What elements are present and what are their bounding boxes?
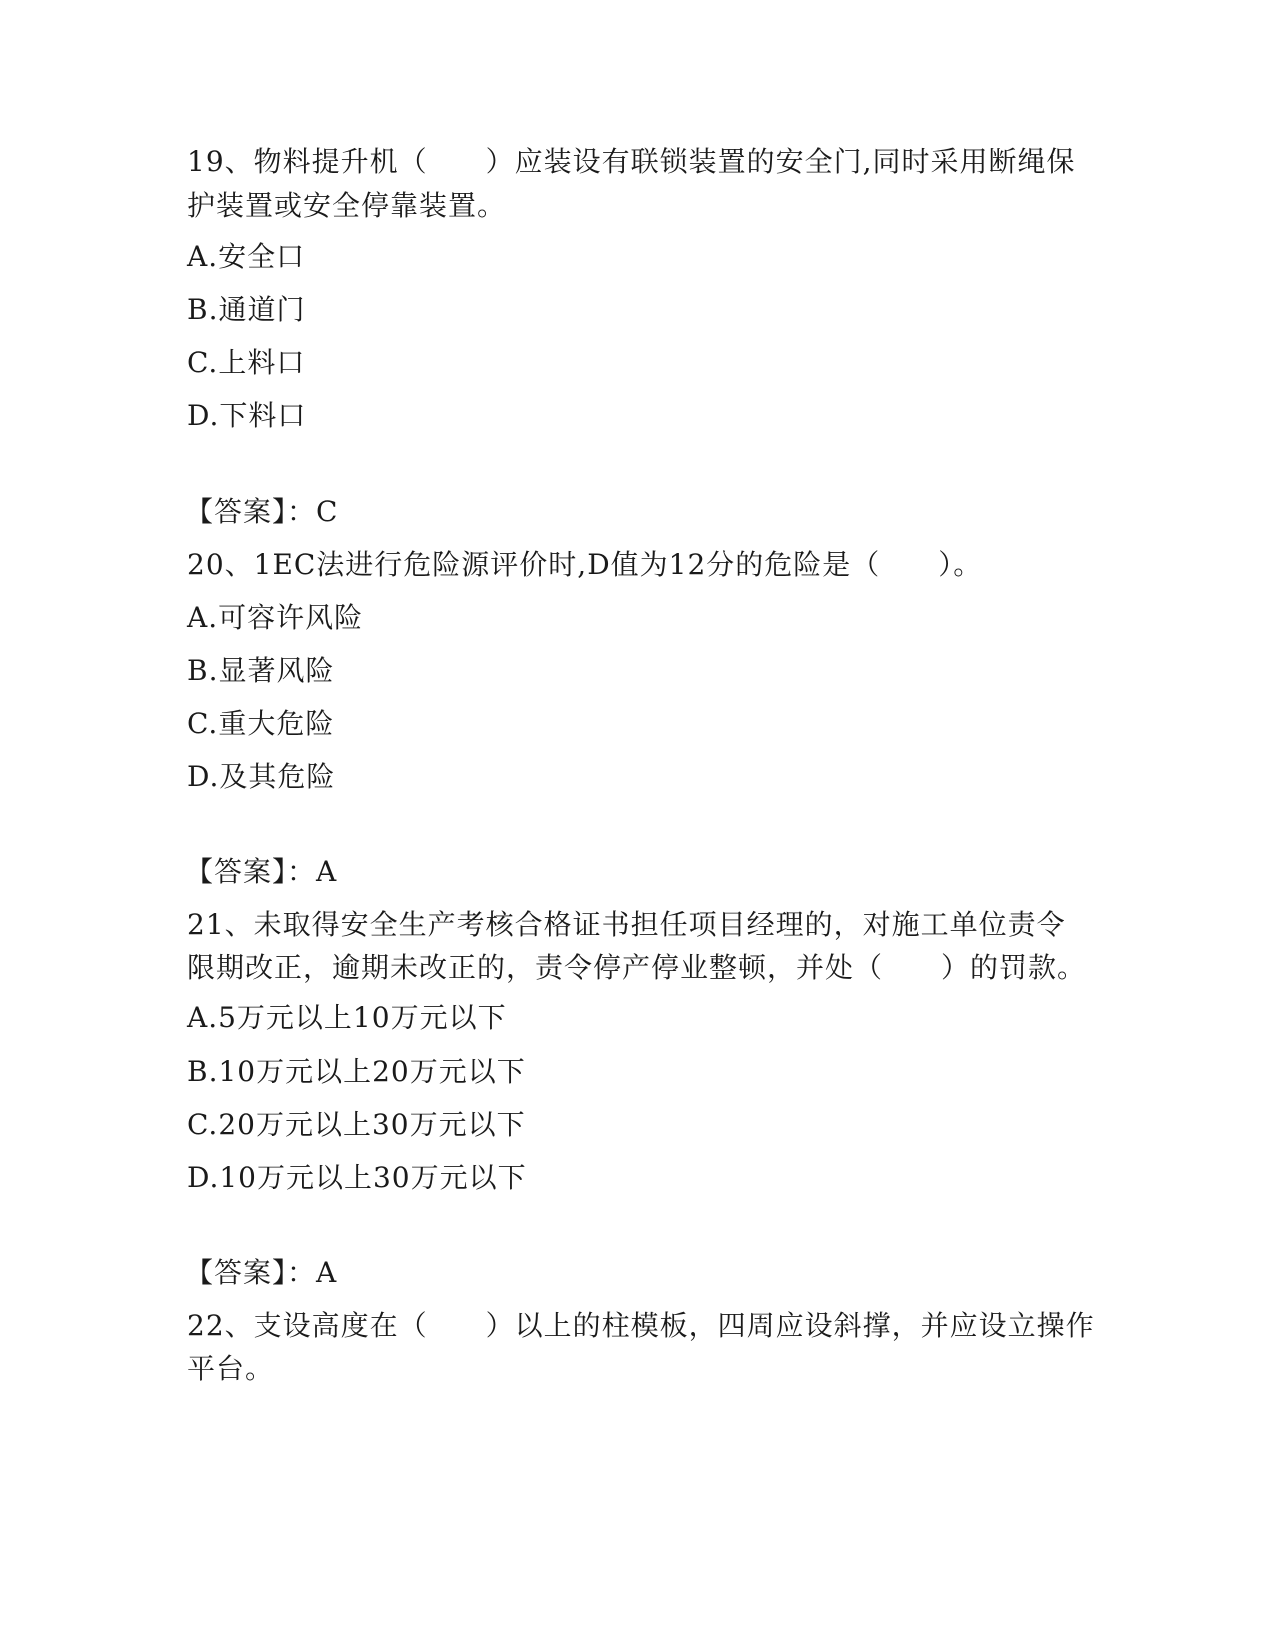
question-19-answer: 【答案】：C xyxy=(185,495,339,528)
question-22-stem-line-2: 平台。 xyxy=(187,1352,275,1385)
question-21-option-a: A.5万元以上10万元以下 xyxy=(187,1001,507,1034)
question-19-option-a: A.安全口 xyxy=(187,240,306,273)
question-19-stem-line-1: 19、物料提升机（ ）应装设有联锁装置的安全门,同时采用断绳保 xyxy=(187,145,1076,178)
question-21-stem-line-1: 21、未取得安全生产考核合格证书担任项目经理的，对施工单位责令 xyxy=(187,908,1066,941)
question-20-option-d: D.及其危险 xyxy=(187,760,336,793)
question-21-option-b: B.10万元以上20万元以下 xyxy=(187,1055,526,1088)
question-19-option-d: D.下料口 xyxy=(187,399,307,432)
question-20-option-a: A.可容许风险 xyxy=(187,601,364,634)
question-19-stem-line-2: 护装置或安全停靠装置。 xyxy=(187,189,507,222)
question-21-stem-line-2: 限期改正，逾期未改正的，责令停产停业整顿，并处（ ）的罚款。 xyxy=(187,951,1087,984)
question-21-option-c: C.20万元以上30万元以下 xyxy=(187,1108,526,1141)
question-20-answer: 【答案】：A xyxy=(185,855,338,888)
question-19-option-b: B.通道门 xyxy=(187,293,306,326)
question-20-option-b: B.显著风险 xyxy=(187,654,335,687)
question-21-answer: 【答案】：A xyxy=(185,1256,338,1289)
question-22-stem-line-1: 22、支设高度在（ ）以上的柱模板，四周应设斜撑，并应设立操作 xyxy=(187,1309,1095,1342)
question-20-option-c: C.重大危险 xyxy=(187,707,335,740)
question-21-option-d: D.10万元以上30万元以下 xyxy=(187,1161,527,1194)
question-20-stem-line-1: 20、1EC法进行危险源评价时,D值为12分的危险是（ ）。 xyxy=(187,548,983,581)
question-19-option-c: C.上料口 xyxy=(187,346,306,379)
